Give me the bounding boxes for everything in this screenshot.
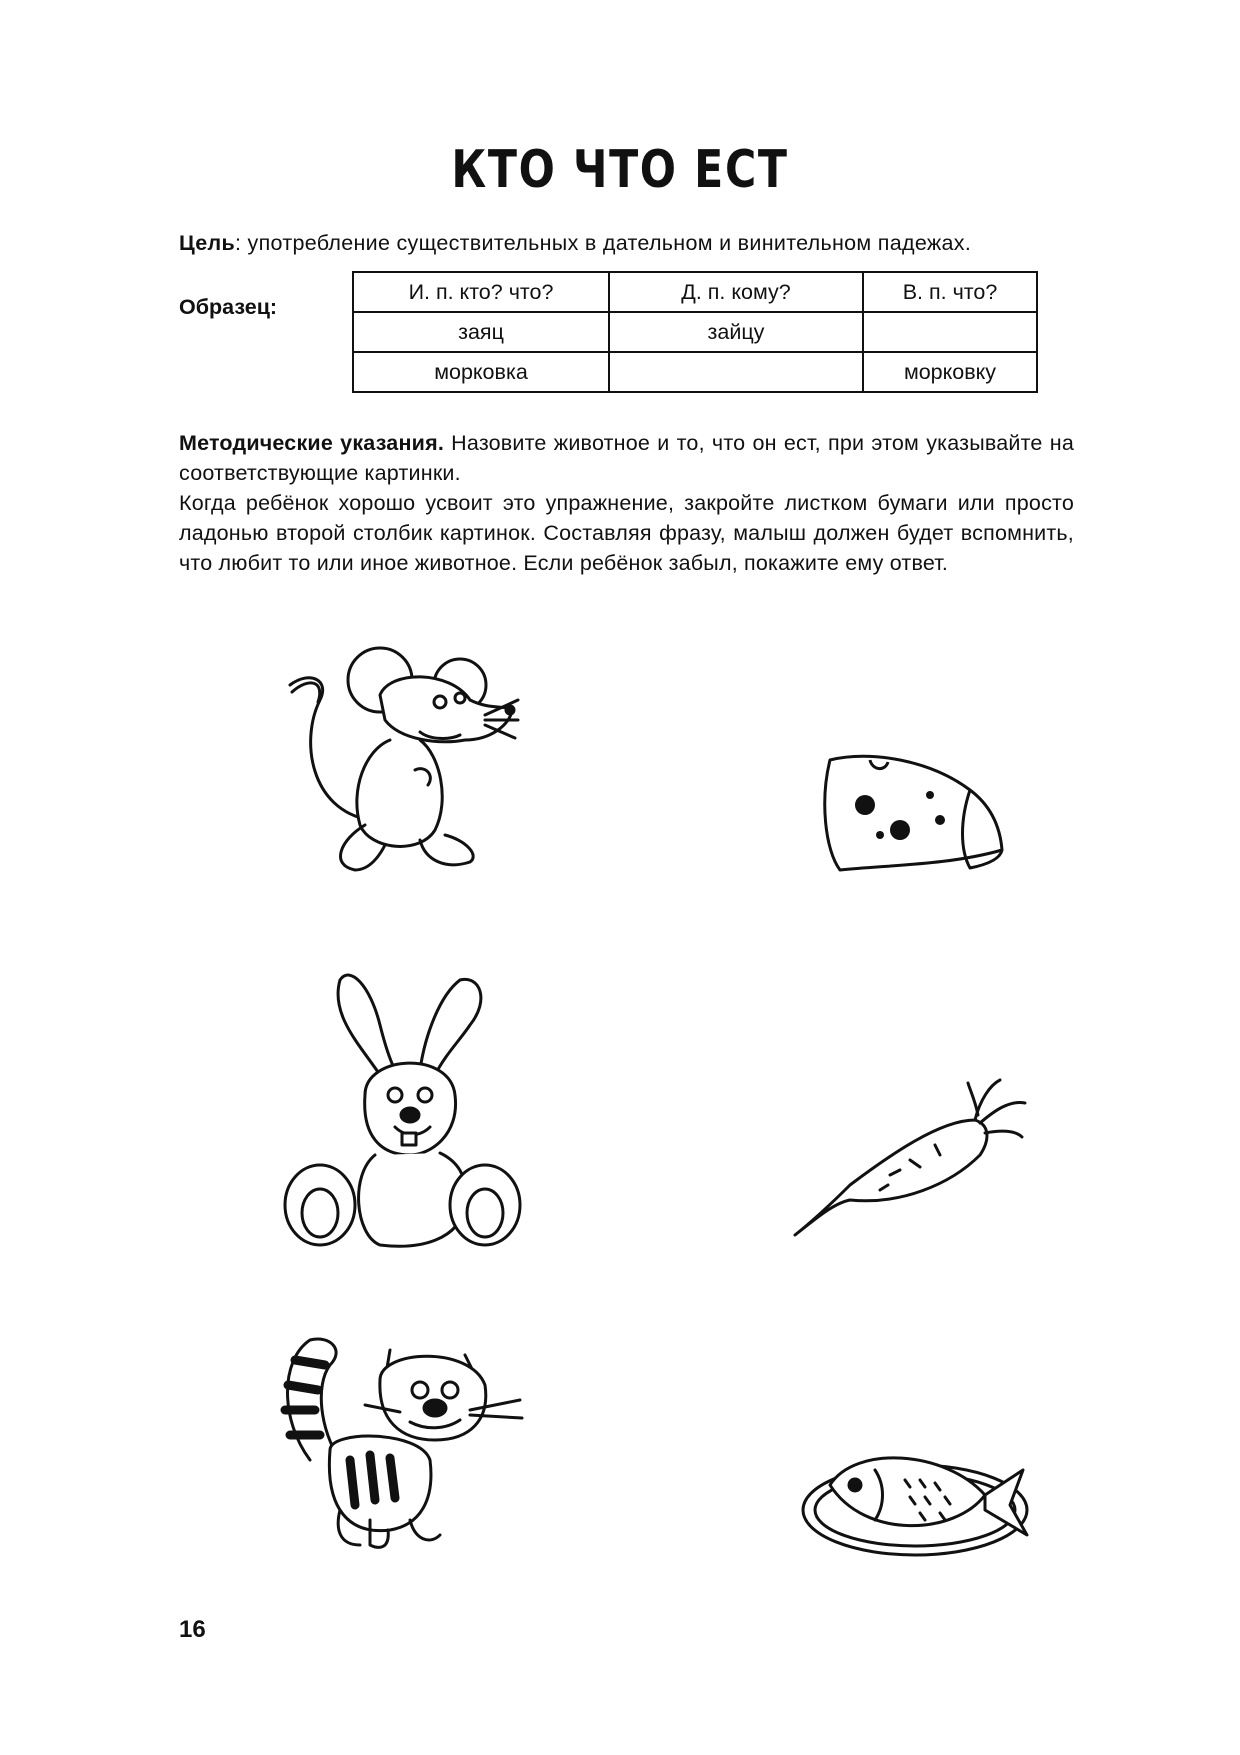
table-header-row xyxy=(353,272,1037,312)
sample-label: Образец: xyxy=(179,295,278,319)
table-cell: морковка xyxy=(353,352,609,392)
table-row xyxy=(353,352,1037,392)
page-number: 16 xyxy=(179,1616,206,1643)
instructions xyxy=(179,428,1074,578)
goal-line xyxy=(179,231,971,256)
header-nominative: И. п. кто? что? xyxy=(353,272,609,312)
table-cell: заяц xyxy=(353,312,609,352)
goal-label: Цель xyxy=(179,231,235,255)
table-cell xyxy=(609,352,863,392)
instructions-label: Методические указания. xyxy=(179,431,444,455)
carrot-icon xyxy=(790,1075,1030,1245)
table-row xyxy=(353,312,1037,352)
instructions-paragraph-1 xyxy=(179,428,1074,488)
goal-text: : употребление существительных в дательном и винительном падежах. xyxy=(235,231,972,255)
table-cell: зайцу xyxy=(609,312,863,352)
header-accusative: В. п. что? xyxy=(863,272,1037,312)
header-dative: Д. п. кому? xyxy=(609,272,863,312)
sample-table xyxy=(352,271,1038,393)
instructions-paragraph-2: Когда ребёнок хорошо усвоит это упражнение, закройте листком бумаги или просто ладонью второй столбик картинок. Составляя фразу, малыш должен будет вспомнить, что любит то или иное животное. Если ребёнок забыл, покажите ему ответ. xyxy=(179,491,1074,575)
table-cell: морковку xyxy=(863,352,1037,392)
instructions-text-1: Назовите животное и то, что он ест, при этом указывайте на соответствующие картинки. xyxy=(179,431,1074,485)
fish-icon xyxy=(795,1425,1035,1565)
table-cell xyxy=(863,312,1037,352)
cat-icon xyxy=(270,1330,530,1560)
page-title: КТО ЧТО ЕСТ xyxy=(451,140,789,200)
mouse-icon xyxy=(270,640,520,890)
rabbit-icon xyxy=(270,955,530,1255)
cheese-icon xyxy=(810,740,1010,880)
